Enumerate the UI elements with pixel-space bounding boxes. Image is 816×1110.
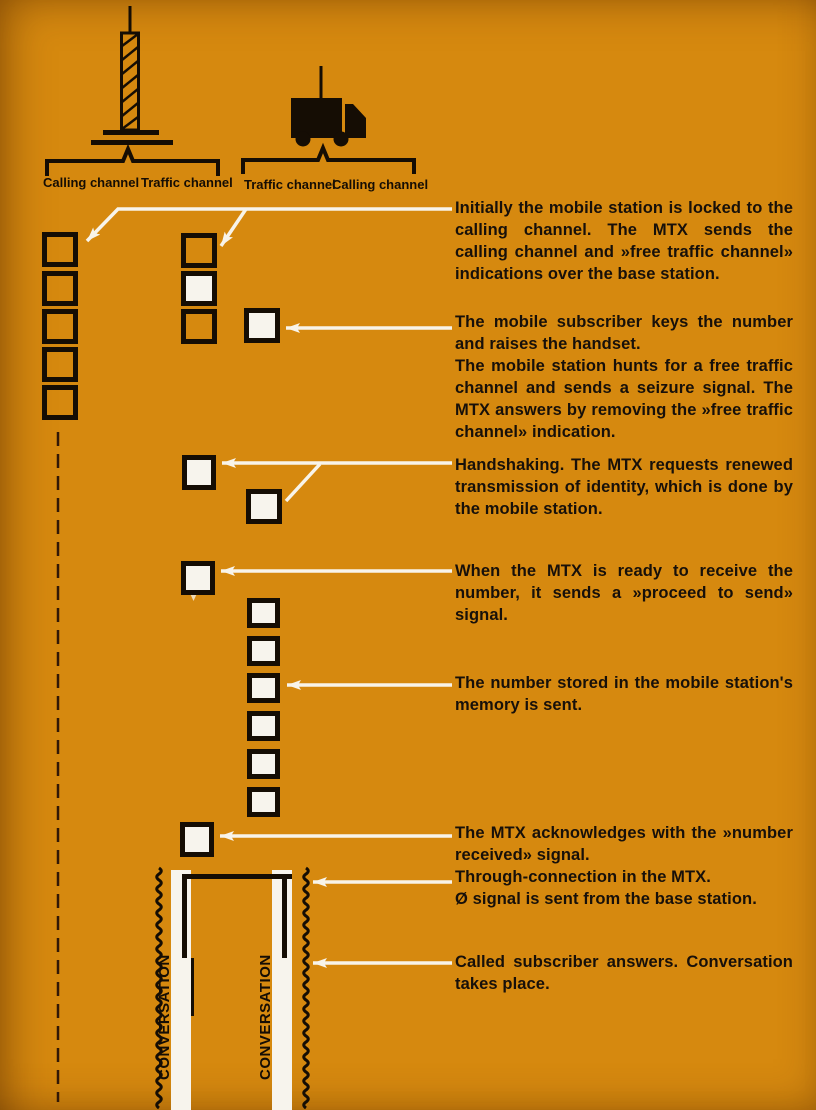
signal-box [247,673,280,703]
signal-box [180,822,214,857]
signal-box [42,385,78,420]
right-conversation-label: CONVERSATION [257,954,274,1080]
signal-box [182,455,216,490]
base-calling-channel-label: Calling channel [43,175,140,190]
annotation-handshaking [455,454,793,520]
signal-box [181,561,215,595]
radio-tower-icon [91,6,173,143]
left-conversation-label: CONVERSATION [156,954,173,1080]
signal-box [244,308,280,343]
annotation-text: The number stored in the mobile station's memory is sent. [455,674,793,714]
annotation-text: Through-connection in the MTX. [455,868,711,886]
signal-box [181,309,217,344]
annotation-text: When the MTX is ready to receive the number, it sends a »proceed to send» signal. [455,562,793,624]
mobile-traffic-channel-label: Traffic channel [244,177,336,192]
signal-box [42,347,78,382]
right-wavy-line [304,868,309,1108]
signal-box [181,271,217,306]
signal-box [247,598,280,628]
base-traffic-channel-label: Traffic channel [141,175,233,190]
annotation-through-connection [455,866,793,910]
annotation-seizure [455,311,793,443]
signal-box [42,271,78,306]
annotation-text: The mobile station hunts for a free traffic channel and sends a seizure signal. The MTX answers by removing the »free traffic channel» indication. [455,357,793,441]
annotation-number-received [455,822,793,866]
signal-box [247,787,280,817]
annotation-text: Ø signal is sent from the base station. [455,890,757,908]
annotation-text: The mobile subscriber keys the number and raises the handset. [455,313,793,353]
signal-box [246,489,282,524]
annotation-number-sent [455,672,793,716]
annotation-text: Called subscriber answers. Conversation takes place. [455,953,793,993]
connector-initial-branch [221,209,246,246]
connector-handshake-branch [286,464,320,501]
signal-box [247,711,280,741]
connector-initial-main [87,209,452,241]
signal-box [181,233,217,268]
signal-box [42,232,78,267]
annotation-text: The MTX acknowledges with the »number received» signal. [455,824,793,864]
signal-box [247,636,280,666]
annotation-text: Initially the mobile station is locked to the calling channel. The MTX sends the calling channel and »free traffic channel» indications over the base station. [455,199,793,283]
base-station-brace [47,149,218,176]
annotation-proceed-to-send [455,560,793,626]
mobile-station-brace [243,148,414,174]
signal-box [42,309,78,344]
truck-icon [291,66,366,147]
left-conversation-bar-label-anchor [156,870,191,1110]
mobile-calling-channel-label: Calling channel [332,177,429,192]
right-conversation-bar-label-anchor [257,870,292,1110]
annotation-initial [455,197,793,285]
signal-box [247,749,280,779]
annotation-text: Handshaking. The MTX requests renewed transmission of identity, which is done by the mobile station. [455,456,793,518]
annotation-conversation [455,951,793,995]
